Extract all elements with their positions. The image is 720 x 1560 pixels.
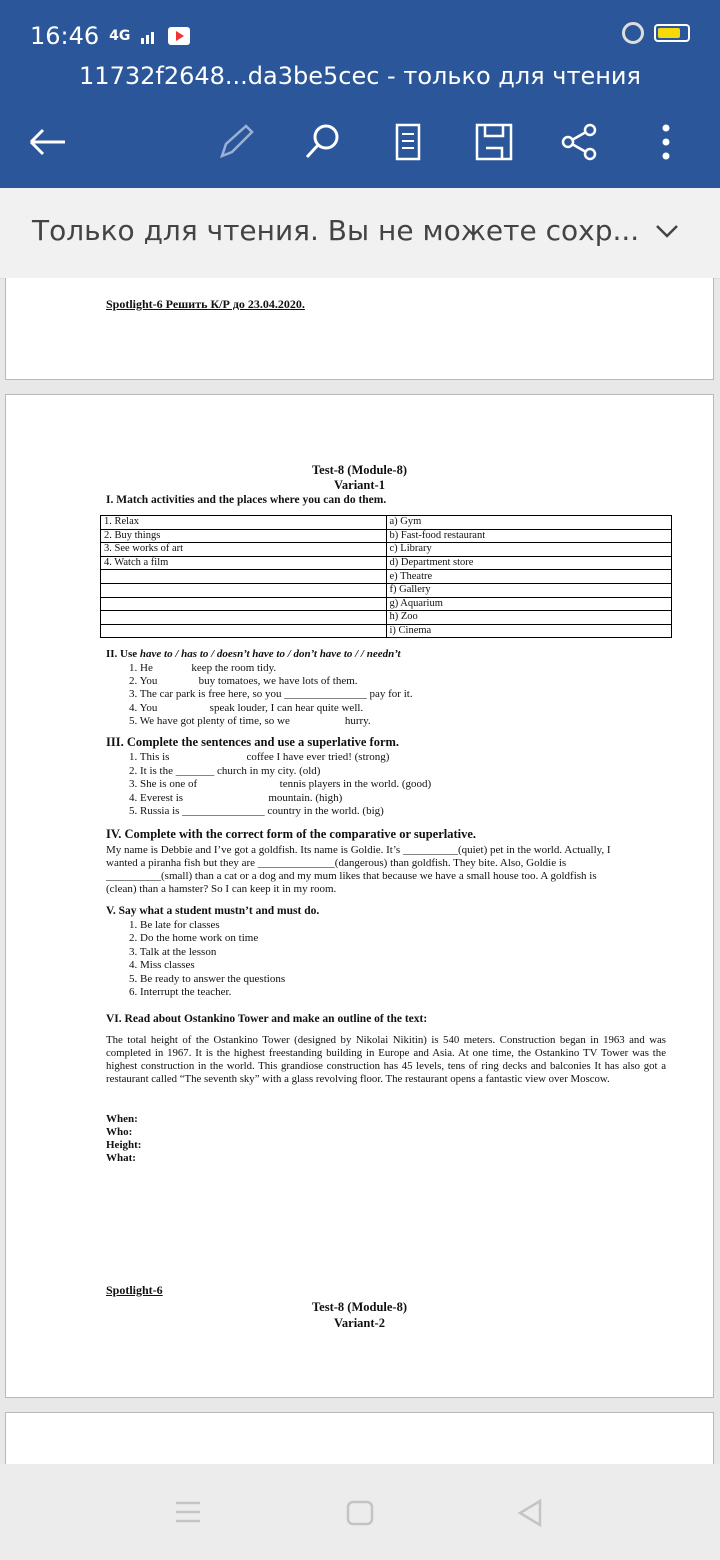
activity-cell: 4. Watch a film — [101, 556, 387, 570]
test-title-2: Test-8 (Module-8) — [311, 1300, 407, 1314]
activity-cell: 1. Relax — [101, 516, 387, 530]
section-5-item: 6. Interrupt the teacher. — [129, 986, 232, 998]
table-row — [101, 556, 672, 570]
table-row — [101, 516, 672, 530]
section-2-title — [106, 648, 401, 661]
alarm-icon — [622, 22, 644, 44]
network-indicator: 4G — [109, 28, 131, 44]
test-variant-2: Variant-2 — [334, 1316, 385, 1330]
section-5-item: 3. Talk at the lesson — [129, 945, 217, 958]
activity-cell — [101, 611, 387, 625]
section-3-item: 3. She is one of tennis players in the world. (good) — [129, 778, 432, 791]
section-4-line: (clean) than a hamster? So I can keep it in my room. — [106, 883, 337, 895]
page-heading: Spotlight-6 Решить К/Р до 23.04.2020. — [106, 297, 305, 311]
status-bar — [30, 22, 190, 50]
section-3-title: III. Complete the sentences and use a superlative form. — [106, 735, 400, 749]
status-right — [622, 22, 690, 44]
section-1-title: I. Match activities and the places where you can do them. — [106, 494, 387, 506]
activity-cell — [101, 597, 387, 611]
activity-cell — [101, 570, 387, 584]
place-cell: i) Cinema — [386, 624, 672, 638]
system-navigation-bar — [0, 1464, 720, 1560]
section-5-item: 2. Do the home work on time — [129, 932, 259, 945]
document-page — [5, 394, 714, 1398]
read-only-banner[interactable] — [0, 188, 720, 279]
place-cell: b) Fast-food restaurant — [386, 529, 672, 543]
test-variant: Variant-1 — [334, 478, 385, 492]
section-5-title: V. Say what a student mustn’t and must do. — [106, 905, 320, 917]
section-5-item: 4. Miss classes — [129, 959, 195, 972]
section-3-item: 5. Russia is _______________ country in the world. (big) — [129, 805, 384, 818]
section-6-title: VI. Read about Ostankino Tower and make an outline of the text: — [106, 1013, 428, 1025]
table-row — [101, 583, 672, 597]
footer-label: Spotlight-6 — [106, 1283, 163, 1297]
chevron-down-icon[interactable] — [654, 218, 680, 244]
section-4-line: __________(small) than a cat or a dog and my mum likes that because we have a small house too. A goldfish is — [106, 870, 597, 882]
activity-cell — [101, 583, 387, 597]
document-page — [5, 278, 714, 380]
matching-table — [100, 515, 672, 638]
place-cell: c) Library — [386, 543, 672, 557]
section-3-item: 1. This is coffee I have ever tried! (strong) — [129, 751, 390, 763]
search-icon[interactable] — [300, 120, 344, 164]
section-4-title: IV. Complete with the correct form of the comparative or superlative. — [106, 827, 477, 841]
table-row — [101, 597, 672, 611]
toolbar — [0, 110, 720, 172]
place-cell: f) Gallery — [386, 583, 672, 597]
section-5-item: 5. Be ready to answer the questions — [129, 972, 286, 985]
section-2-item: 3. The car park is free here, so you _______________ pay for it. — [129, 688, 413, 701]
section-2-item: 1. He keep the room tidy. — [129, 662, 277, 674]
activity-cell — [101, 624, 387, 638]
table-row — [101, 529, 672, 543]
outline-field-height: Height: — [106, 1139, 142, 1151]
section-2-phrase: have to / has to / doesn’t have to / don’t have to / / needn’t — [139, 648, 401, 660]
table-row — [101, 624, 672, 638]
document-title: 11732f2648...da3be5cec - только для чтения — [79, 62, 641, 90]
place-cell: a) Gym — [386, 516, 672, 530]
clock: 16:46 — [30, 22, 100, 50]
more-icon[interactable] — [644, 120, 688, 164]
section-2-item: 2. You buy tomatoes, we have lots of them. — [129, 675, 358, 688]
signal-icon — [140, 22, 158, 50]
place-cell: e) Theatre — [386, 570, 672, 584]
place-cell: h) Zoo — [386, 611, 672, 625]
home-icon[interactable] — [346, 1500, 374, 1526]
section-2-item: 4. You speak louder, I can hear quite well. — [129, 701, 364, 714]
app-header — [0, 0, 720, 188]
save-icon[interactable] — [472, 120, 516, 164]
outline-field-what: What: — [106, 1152, 136, 1164]
section-2-prefix: II. Use — [106, 648, 140, 660]
banner-text: Только для чтения. Вы не можете сохр... — [32, 214, 640, 247]
section-2-item: 5. We have got plenty of time, so we hurry. — [129, 714, 371, 727]
section-5-item: 1. Be late for classes — [129, 919, 220, 931]
section-3-item: 2. It is the _______ church in my city. (old) — [129, 764, 321, 777]
table-row — [101, 570, 672, 584]
youtube-notification-icon — [168, 27, 190, 45]
test-title: Test-8 (Module-8) — [311, 463, 407, 477]
section-3-item: 4. Everest is mountain. (high) — [129, 791, 343, 804]
share-icon[interactable] — [558, 120, 602, 164]
activity-cell: 3. See works of art — [101, 543, 387, 557]
document-view-icon[interactable] — [386, 120, 430, 164]
place-cell: g) Aquarium — [386, 597, 672, 611]
back-arrow-icon[interactable] — [25, 120, 69, 164]
recent-apps-icon[interactable] — [174, 1500, 202, 1524]
back-nav-icon[interactable] — [516, 1498, 544, 1528]
edit-pencil-icon[interactable] — [214, 120, 258, 164]
section-4-line: My name is Debbie and I’ve got a goldfish. Its name is Goldie. It’s __________(quiet) pet in the world. Actually, I — [106, 844, 611, 856]
battery-icon — [654, 24, 690, 42]
table-row — [101, 611, 672, 625]
ostankino-text: The total height of the Ostankino Tower (designed by Nikolai Nikitin) is 540 meters. Construction began in 1963 and was completed in 1967. It is the highest freestanding building in Europe and Asia. At one time, the Ostankino TV Tower was the highest construction in the world. This grandiose construction has 45 levels, tens of ring decks and balconies It has also got a restaurant called “The seventh sky” with a glass revolving floor. The restaurant opens a fantastic view over Moscow. — [106, 1034, 666, 1085]
place-cell: d) Department store — [386, 556, 672, 570]
document-page — [5, 1412, 714, 1472]
activity-cell: 2. Buy things — [101, 529, 387, 543]
outline-field-who: Who: — [106, 1126, 133, 1138]
outline-field-when: When: — [106, 1113, 138, 1125]
table-row — [101, 543, 672, 557]
section-4-line: wanted a piranha fish but they are ______________(dangerous) than goldfish. They bite. Also, Goldie is — [106, 857, 567, 869]
